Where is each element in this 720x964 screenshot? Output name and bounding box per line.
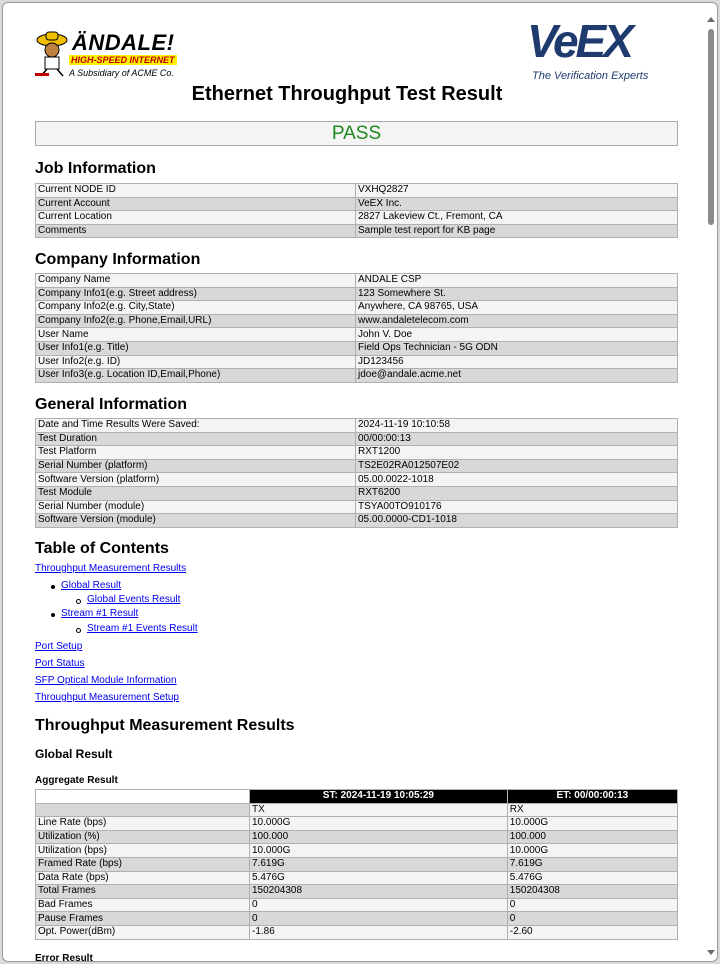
table-row <box>36 925 678 939</box>
toc-link-stream[interactable]: Stream #1 Result <box>61 608 139 619</box>
job-info-heading: Job Information <box>35 160 156 177</box>
row-value: TS2E02RA012507E02 <box>356 459 678 473</box>
table-row <box>36 473 678 487</box>
row-tx: -1.86 <box>250 925 508 939</box>
table-row <box>36 197 678 211</box>
row-value: jdoe@andale.acme.net <box>356 369 678 383</box>
row-label: Software Version (platform) <box>36 473 356 487</box>
row-value: 05.00.0000-CD1-1018 <box>356 514 678 528</box>
table-row <box>36 355 678 369</box>
row-tx: 0 <box>250 898 508 912</box>
veex-logo <box>527 15 679 88</box>
row-label: Company Info1(e.g. Street address) <box>36 287 356 301</box>
row-value: www.andaletelecom.com <box>356 314 678 328</box>
row-value: John V. Doe <box>356 328 678 342</box>
general-info-table <box>35 418 678 528</box>
vertical-scrollbar[interactable] <box>706 9 716 959</box>
company-info-table <box>35 273 678 383</box>
row-value: RXT6200 <box>356 486 678 500</box>
row-rx: 100.000 <box>507 830 677 844</box>
row-value: VXHQ2827 <box>356 184 678 198</box>
table-row <box>36 844 678 858</box>
table-row <box>36 301 678 315</box>
row-rx: 7.619G <box>507 857 677 871</box>
error-result-heading: Error Result <box>35 953 93 962</box>
toc-link-stream-events[interactable]: Stream #1 Events Result <box>87 623 198 634</box>
toc-link-throughput[interactable]: Throughput Measurement Results <box>35 563 187 574</box>
table-row <box>36 446 678 460</box>
row-rx: 10.000G <box>507 817 677 831</box>
row-rx: -2.60 <box>507 925 677 939</box>
table-row <box>36 912 678 926</box>
row-tx: 100.000 <box>250 830 508 844</box>
table-row <box>36 432 678 446</box>
table-row <box>36 369 678 383</box>
row-label: Utilization (%) <box>36 830 250 844</box>
table-row <box>36 514 678 528</box>
general-info-heading: General Information <box>35 396 188 413</box>
bullet-icon <box>51 613 55 617</box>
row-value: Sample test report for KB page <box>356 224 678 238</box>
row-tx: 0 <box>250 912 508 926</box>
table-row <box>36 341 678 355</box>
row-label: Current Account <box>36 197 356 211</box>
global-result-heading: Global Result <box>35 747 113 761</box>
circle-bullet-icon <box>76 628 81 633</box>
circle-bullet-icon <box>76 599 81 604</box>
row-tx: 10.000G <box>250 817 508 831</box>
row-label: Company Info2(e.g. Phone,Email,URL) <box>36 314 356 328</box>
table-row <box>36 830 678 844</box>
toc-link-port-status[interactable]: Port Status <box>35 658 85 669</box>
toc-link-global-events[interactable]: Global Events Result <box>87 594 181 605</box>
row-rx: 0 <box>507 912 677 926</box>
row-value: VeEX Inc. <box>356 197 678 211</box>
table-row <box>36 459 678 473</box>
row-rx: 0 <box>507 898 677 912</box>
header-blank <box>36 790 250 804</box>
toc-link-port-setup[interactable]: Port Setup <box>35 641 83 652</box>
row-label: Line Rate (bps) <box>36 817 250 831</box>
row-label: Utilization (bps) <box>36 844 250 858</box>
row-label: Date and Time Results Were Saved: <box>36 419 356 433</box>
table-row <box>36 885 678 899</box>
toc-link-setup[interactable]: Throughput Measurement Setup <box>35 692 179 703</box>
row-tx: 5.476G <box>250 871 508 885</box>
row-rx: 5.476G <box>507 871 677 885</box>
aggregate-result-heading: Aggregate Result <box>35 775 118 786</box>
results-heading: Throughput Measurement Results <box>35 717 295 734</box>
header-et: ET: 00/00:00:13 <box>507 790 677 804</box>
table-row <box>36 274 678 288</box>
row-label: Test Module <box>36 486 356 500</box>
andale-subsidiary: A Subsidiary of ACME Co. <box>69 68 174 78</box>
row-value: TSYA00TO910176 <box>356 500 678 514</box>
scroll-down-icon[interactable] <box>707 950 715 955</box>
row-value: ANDALE CSP <box>356 274 678 288</box>
mascot-icon <box>35 30 69 78</box>
row-label: User Info3(e.g. Location ID,Email,Phone) <box>36 369 356 383</box>
page-title: Ethernet Throughput Test Result <box>191 83 503 105</box>
row-value: Anywhere, CA 98765, USA <box>356 301 678 315</box>
table-header-row <box>36 790 678 804</box>
table-row <box>36 817 678 831</box>
subheader-blank <box>36 803 250 817</box>
scroll-thumb[interactable] <box>708 29 714 225</box>
table-row <box>36 328 678 342</box>
subheader-rx: RX <box>507 803 677 817</box>
row-label: Test Duration <box>36 432 356 446</box>
header-st: ST: 2024-11-19 10:05:29 <box>250 790 508 804</box>
job-info-table <box>35 183 678 238</box>
row-label: Opt. Power(dBm) <box>36 925 250 939</box>
andale-logo <box>35 28 185 83</box>
row-label: Data Rate (bps) <box>36 871 250 885</box>
veex-tagline: The Verification Experts <box>532 70 649 82</box>
row-value: RXT1200 <box>356 446 678 460</box>
row-label: Serial Number (platform) <box>36 459 356 473</box>
row-label: Pause Frames <box>36 912 250 926</box>
andale-title: ÄNDALE! <box>72 30 175 55</box>
table-row <box>36 898 678 912</box>
table-row <box>36 224 678 238</box>
row-tx: 7.619G <box>250 857 508 871</box>
row-label: Current Location <box>36 211 356 225</box>
table-subheader-row <box>36 803 678 817</box>
toc-heading: Table of Contents <box>35 540 169 557</box>
row-value: 05.00.0022-1018 <box>356 473 678 487</box>
row-rx: 150204308 <box>507 885 677 899</box>
row-label: Total Frames <box>36 885 250 899</box>
table-row <box>36 486 678 500</box>
table-row <box>36 211 678 225</box>
table-row <box>36 419 678 433</box>
row-label: Test Platform <box>36 446 356 460</box>
company-info-heading: Company Information <box>35 251 201 268</box>
row-value: 2827 Lakeview Ct., Fremont, CA <box>356 211 678 225</box>
row-label: Comments <box>36 224 356 238</box>
aggregate-table <box>35 789 678 940</box>
toc-link-sfp[interactable]: SFP Optical Module Information <box>35 675 177 686</box>
row-label: Bad Frames <box>36 898 250 912</box>
row-value: 2024-11-19 10:10:58 <box>356 419 678 433</box>
row-value: JD123456 <box>356 355 678 369</box>
veex-wordmark: VeEX <box>527 15 631 67</box>
row-value: 00/00:00:13 <box>356 432 678 446</box>
subheader-tx: TX <box>250 803 508 817</box>
table-row <box>36 314 678 328</box>
row-label: Current NODE ID <box>36 184 356 198</box>
table-row <box>36 500 678 514</box>
andale-tagline: HIGH-SPEED INTERNET <box>71 55 175 65</box>
row-label: User Name <box>36 328 356 342</box>
row-label: Company Info2(e.g. City,State) <box>36 301 356 315</box>
bullet-icon <box>51 585 55 589</box>
row-value: 123 Somewhere St. <box>356 287 678 301</box>
table-row <box>36 184 678 198</box>
table-row <box>36 871 678 885</box>
row-label: Serial Number (module) <box>36 500 356 514</box>
row-label: User Info1(e.g. Title) <box>36 341 356 355</box>
scroll-up-icon[interactable] <box>707 17 715 22</box>
row-tx: 10.000G <box>250 844 508 858</box>
table-row <box>36 857 678 871</box>
row-label: User Info2(e.g. ID) <box>36 355 356 369</box>
row-tx: 150204308 <box>250 885 508 899</box>
row-value: Field Ops Technician - 5G ODN <box>356 341 678 355</box>
report-window <box>2 2 718 962</box>
table-row <box>36 287 678 301</box>
row-label: Framed Rate (bps) <box>36 857 250 871</box>
status-badge: PASS <box>35 121 678 146</box>
row-label: Company Name <box>36 274 356 288</box>
row-rx: 10.000G <box>507 844 677 858</box>
row-label: Software Version (module) <box>36 514 356 528</box>
toc-link-global[interactable]: Global Result <box>61 580 122 591</box>
